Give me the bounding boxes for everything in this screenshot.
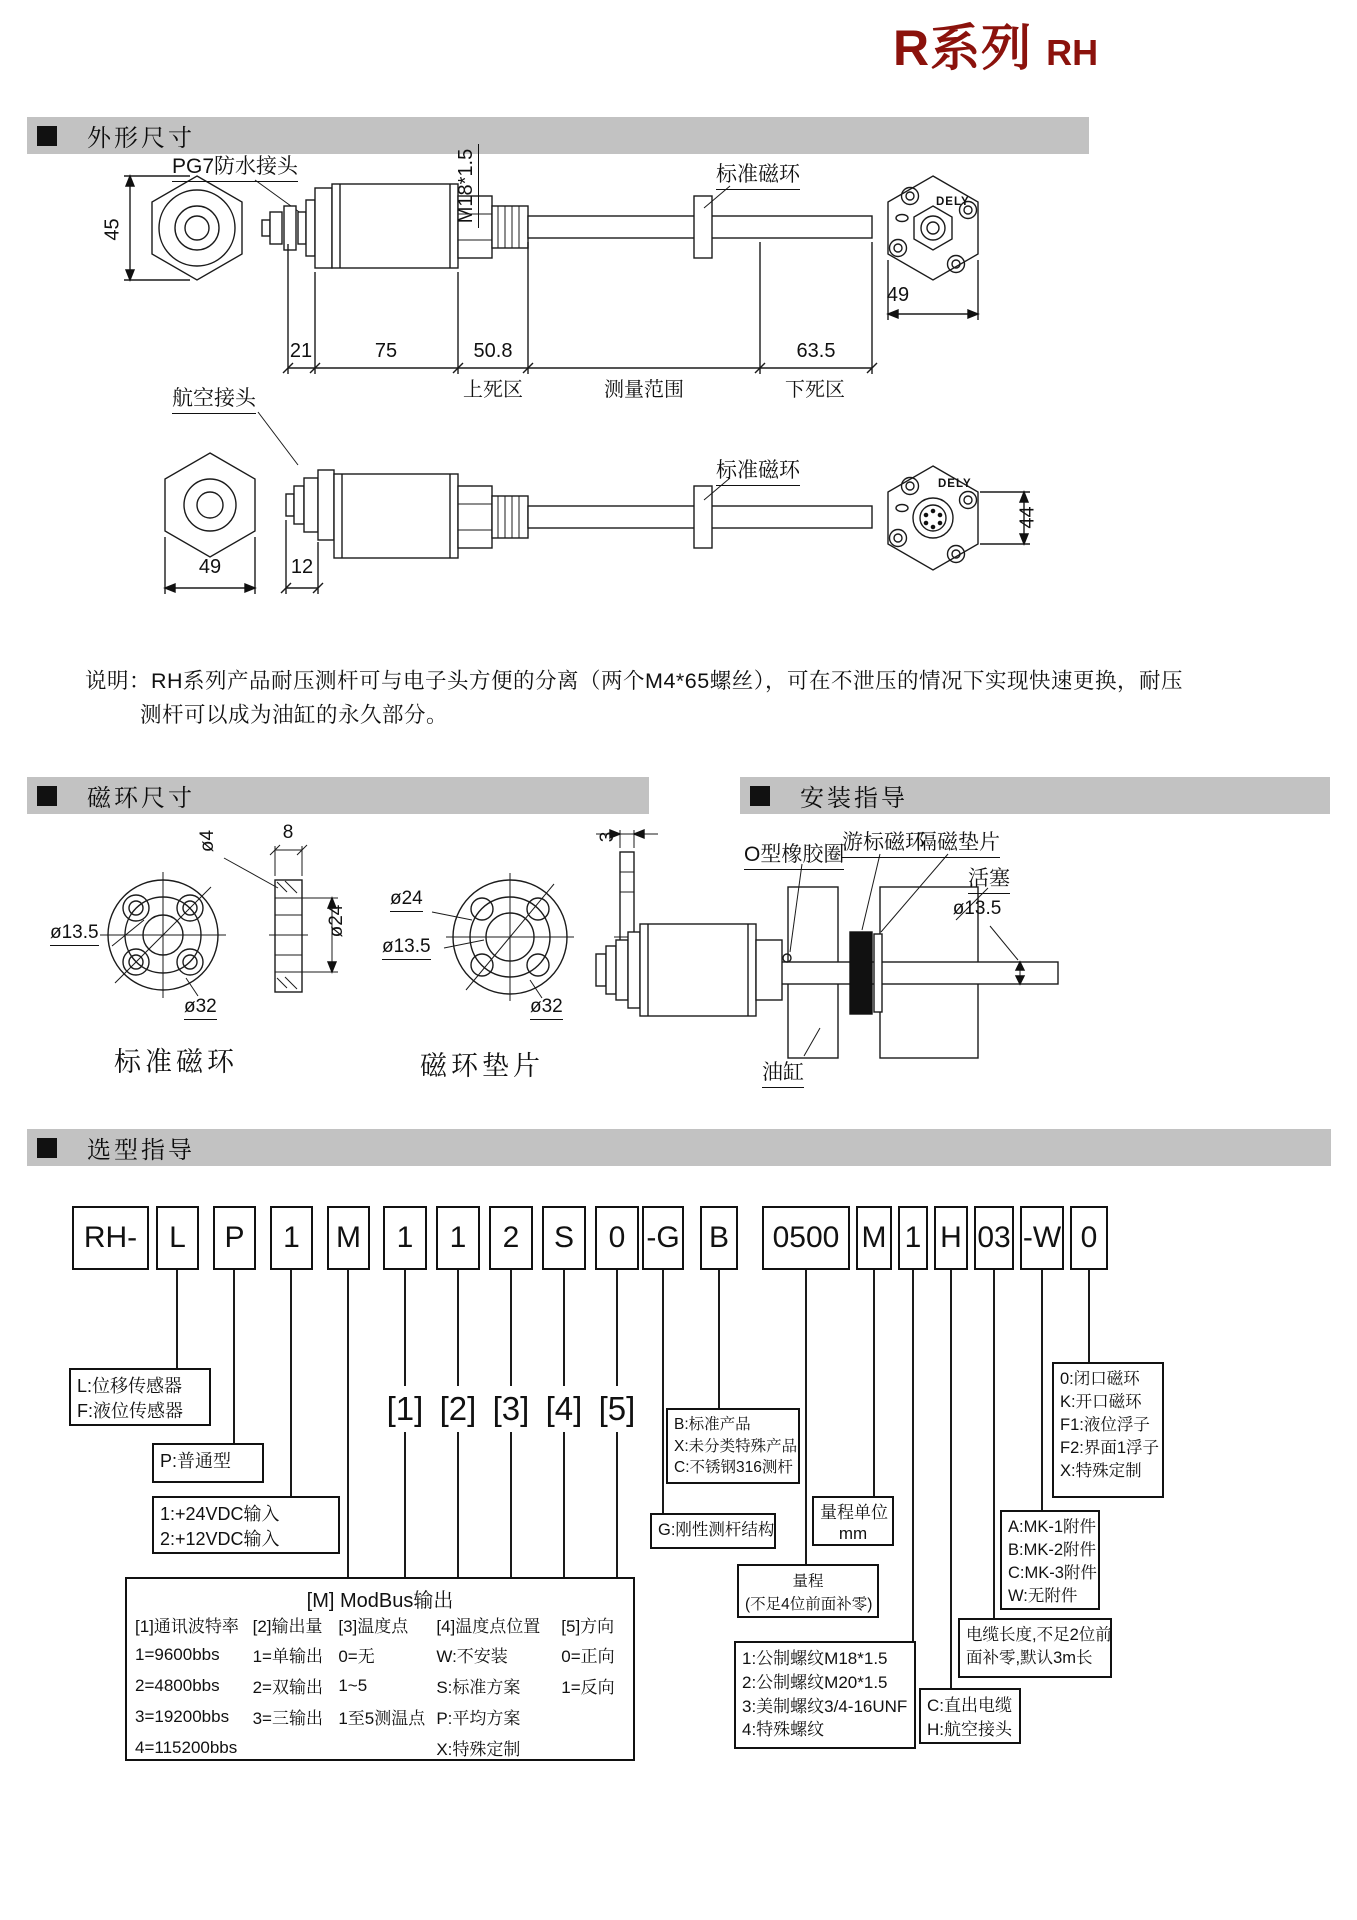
legend-line: 2:公制螺纹M20*1.5	[742, 1672, 888, 1692]
legend-line: mm	[838, 1524, 868, 1544]
legend-line: X:未分类特殊产品	[674, 1437, 798, 1455]
legend-rigid-rod: G:刚性测杆结构	[650, 1513, 776, 1549]
modbus-cell: 4=115200bbs	[135, 1737, 238, 1757]
legend-line: C:不锈钢316测杆	[674, 1459, 793, 1477]
sensor-body-side	[262, 184, 872, 268]
code-box-outputs: 1	[436, 1206, 480, 1270]
legend-line: C:直出电缆	[927, 1696, 1012, 1715]
modbus-cell: 0=正向	[561, 1647, 615, 1666]
brand-mark-1: DELY	[936, 196, 970, 208]
dim-12: 12	[290, 556, 314, 578]
series-title: R系列	[893, 20, 1033, 76]
legend-line: X:特殊定制	[1060, 1462, 1142, 1481]
standard-ring-front	[100, 872, 226, 998]
code-box-temp-position: S	[542, 1206, 586, 1270]
dim-21: 21	[289, 340, 313, 362]
code-box-output: M	[327, 1206, 370, 1270]
standard-ring-side	[224, 845, 338, 992]
note-line-2: 测杆可以成为油缸的永久部分。	[140, 703, 449, 727]
modbus-cell: W:不安装	[436, 1647, 508, 1666]
marker-4: [4]	[541, 1386, 587, 1432]
leader-line	[233, 1270, 235, 1443]
modbus-cell: 1~5	[338, 1675, 368, 1695]
ring2-caption: 磁环垫片	[420, 1051, 544, 1081]
leader-line	[912, 1270, 914, 1641]
legend-line: A:MK-1附件	[1008, 1518, 1097, 1536]
leader-line	[347, 1270, 349, 1577]
lower-deadzone-label: 下死区	[785, 379, 845, 401]
legend-range	[737, 1564, 879, 1618]
legend-line: 0:闭口磁环	[1060, 1370, 1140, 1388]
section-title-selection: 选型指导	[87, 1137, 195, 1164]
leader-line	[662, 1270, 664, 1513]
modbus-col-title: [1]通讯波特率	[135, 1616, 239, 1636]
note-line-1: 说明：RH系列产品耐压测杆可与电子头方便的分离（两个M4*65螺丝），可在不泄压的情况下实现快速更换，耐压	[85, 669, 1183, 693]
code-box-accessory: -W	[1020, 1206, 1064, 1270]
front-hex-view	[152, 176, 242, 280]
legend-line: B:MK-2附件	[1008, 1541, 1097, 1560]
modbus-col-baud	[135, 1609, 253, 1763]
section-square-icon	[37, 126, 57, 146]
legend-line: (不足4位前面补零)	[745, 1596, 873, 1614]
magnet-ring-on-rod	[694, 196, 712, 258]
cylinder-label: 油缸	[762, 1056, 804, 1088]
section-title-ring: 磁环尺寸	[87, 785, 195, 812]
marker-1: [1]	[382, 1386, 428, 1432]
section-bar-ring	[27, 777, 649, 814]
measure-range-label: 测量范围	[604, 379, 684, 401]
legend-product	[666, 1408, 800, 1484]
ring2-dim-d32: ø32	[530, 996, 563, 1020]
ring1-dim-d24: ø24	[326, 904, 347, 938]
section-square-icon	[37, 1138, 57, 1158]
ring1-dim-d13-5: ø13.5	[50, 922, 99, 946]
legend-line: 3:美制螺纹3/4-16UNF	[742, 1696, 908, 1716]
front-hex-view-2	[165, 453, 255, 557]
dim-44: 44	[1016, 506, 1039, 529]
code-box-ring-option: 0	[1070, 1206, 1108, 1270]
legend-line: C:MK-3附件	[1008, 1564, 1097, 1583]
install-dim-d13-5: ø13.5	[952, 898, 1002, 919]
marker-5: [5]	[594, 1386, 640, 1432]
legend-line: 2:+12VDC输入	[160, 1529, 280, 1550]
modbus-cell: P:平均方案	[436, 1709, 521, 1728]
dim-75: 75	[374, 340, 398, 362]
code-box-power: 1	[270, 1206, 313, 1270]
ring1-caption: 标准磁环	[114, 1047, 238, 1077]
leader-line	[993, 1270, 995, 1618]
marker-2: [2]	[435, 1386, 481, 1432]
modbus-cell: 1至5测温点	[338, 1709, 426, 1728]
modbus-col-temp-position	[436, 1609, 561, 1763]
legend-common-type: P:普通型	[152, 1443, 264, 1483]
dim-63-5: 63.5	[796, 340, 836, 362]
legend-accessory	[1000, 1510, 1100, 1610]
upper-deadzone-label: 上死区	[463, 379, 523, 401]
modbus-col-title: [4]温度点位置	[436, 1616, 541, 1636]
leader-line	[290, 1270, 292, 1496]
code-box-rod-structure: -G	[642, 1206, 684, 1270]
leader-line	[718, 1270, 720, 1408]
code-box-thread: 1	[898, 1206, 928, 1270]
ring2-dim-3: 3	[597, 831, 618, 843]
code-box-direction: 0	[595, 1206, 639, 1270]
piston-label: 活塞	[968, 862, 1010, 894]
modbus-table	[125, 1577, 635, 1761]
legend-line: W:无附件	[1008, 1587, 1078, 1606]
legend-line: F1:液位浮子	[1060, 1416, 1150, 1435]
section-square-icon	[750, 786, 770, 806]
modbus-col-title: [2]输出量	[252, 1616, 323, 1636]
ring2-dim-d13-5: ø13.5	[382, 936, 431, 960]
modbus-cell: X:特殊定制	[436, 1740, 521, 1759]
modbus-col-title: [3]温度点	[338, 1616, 409, 1636]
code-box-common: P	[213, 1206, 256, 1270]
modbus-cell: 0=无	[338, 1647, 375, 1666]
page-title	[893, 8, 1098, 80]
code-box-range-unit: M	[856, 1206, 892, 1270]
leader-line	[950, 1270, 952, 1688]
legend-line: 电缆长度,不足2位前	[966, 1626, 1112, 1644]
legend-line: 1:公制螺纹M18*1.5	[742, 1649, 888, 1668]
section-bar-selection	[27, 1129, 1331, 1166]
dim-49-top: 49	[886, 284, 910, 306]
spacer-ring-front	[432, 873, 574, 1001]
code-box-baud: 1	[383, 1206, 427, 1270]
modbus-col-temp-points	[338, 1609, 436, 1763]
legend-line: 量程	[792, 1573, 824, 1590]
legend-ring-option	[1052, 1362, 1164, 1498]
legend-line: B:标准产品	[674, 1416, 751, 1433]
pg7-connector-label: PG7防水接头	[172, 150, 298, 182]
modbus-cell: 2=双输出	[252, 1678, 323, 1697]
section-title-outline: 外形尺寸	[87, 125, 195, 152]
modbus-cell: 1=单输出	[252, 1647, 323, 1666]
modbus-cell: 2=4800bbs	[135, 1675, 220, 1695]
modbus-col-direction	[561, 1609, 625, 1763]
leader-line	[1088, 1270, 1090, 1362]
legend-cable-length	[958, 1618, 1112, 1678]
modbus-cell: 1=9600bbs	[135, 1644, 220, 1664]
code-box-temp-points: 2	[489, 1206, 533, 1270]
dim-50-8: 50.8	[473, 340, 513, 362]
thread-spec-label: M18*1.5	[455, 144, 479, 228]
modbus-header: [M] ModBus输出	[306, 1590, 454, 1612]
legend-line: L:位移传感器	[77, 1376, 183, 1396]
modbus-cell: 1=反向	[561, 1678, 615, 1697]
magnet-ring-label-2: 标准磁环	[716, 454, 800, 486]
model-title: RH	[1046, 32, 1099, 73]
code-box-range: 0500	[762, 1206, 850, 1270]
legend-line: H:航空接头	[927, 1719, 1012, 1739]
cursor-ring-label: 游标磁环	[842, 826, 926, 858]
section-bar-install	[740, 777, 1330, 814]
ring1-dim-d4: ø4	[197, 829, 218, 853]
code-box-prefix: RH-	[72, 1206, 149, 1270]
legend-sensor-type	[69, 1368, 211, 1426]
code-box-product: B	[700, 1206, 738, 1270]
leader-line	[873, 1270, 875, 1496]
modbus-cell: 3=三输出	[252, 1709, 323, 1728]
ring1-dim-8: 8	[282, 822, 294, 843]
oring-label: O型橡胶圈	[744, 838, 844, 870]
modbus-col-outputs	[253, 1609, 339, 1763]
spacer-label: 隔磁垫片	[916, 826, 1000, 858]
legend-line: 1:+24VDC输入	[160, 1504, 280, 1524]
magnet-ring-label-1: 标准磁环	[716, 158, 800, 190]
modbus-cell: 3=19200bbs	[135, 1706, 230, 1726]
legend-line: F2:界面1浮子	[1060, 1439, 1160, 1458]
aviation-connector-label: 航空接头	[172, 382, 256, 414]
rear-hex-view	[888, 176, 978, 280]
leader-line	[805, 1270, 807, 1564]
marker-3: [3]	[488, 1386, 534, 1432]
legend-line: 量程单位	[820, 1503, 888, 1522]
dim-45: 45	[101, 218, 124, 241]
legend-cable-exit	[919, 1688, 1021, 1744]
code-box-cable-exit: H	[934, 1206, 968, 1270]
leader-line	[1041, 1270, 1043, 1510]
ring1-dim-d32: ø32	[184, 996, 217, 1020]
legend-line: 4:特殊螺纹	[742, 1720, 825, 1740]
code-box-sensor-type: L	[156, 1206, 199, 1270]
legend-range-unit	[812, 1496, 894, 1546]
legend-line: F:液位传感器	[77, 1401, 183, 1422]
brand-mark-2: DELY	[938, 478, 972, 490]
aviation-leader	[258, 412, 298, 465]
legend-line: K:开口磁环	[1060, 1393, 1142, 1412]
legend-power	[152, 1496, 340, 1554]
legend-line: 面补零,默认3m长	[966, 1649, 1093, 1668]
modbus-cell: S:标准方案	[436, 1678, 521, 1697]
legend-thread	[734, 1641, 916, 1749]
dim-49-bottom: 49	[198, 556, 222, 578]
leader-line	[176, 1270, 178, 1368]
section-title-install: 安装指导	[800, 785, 908, 812]
modbus-col-title: [5]方向	[561, 1616, 615, 1636]
ring2-dim-d24: ø24	[390, 888, 423, 912]
outline-drawing-bottom	[40, 380, 1100, 630]
code-box-cable-length: 03	[974, 1206, 1014, 1270]
section-square-icon	[37, 786, 57, 806]
